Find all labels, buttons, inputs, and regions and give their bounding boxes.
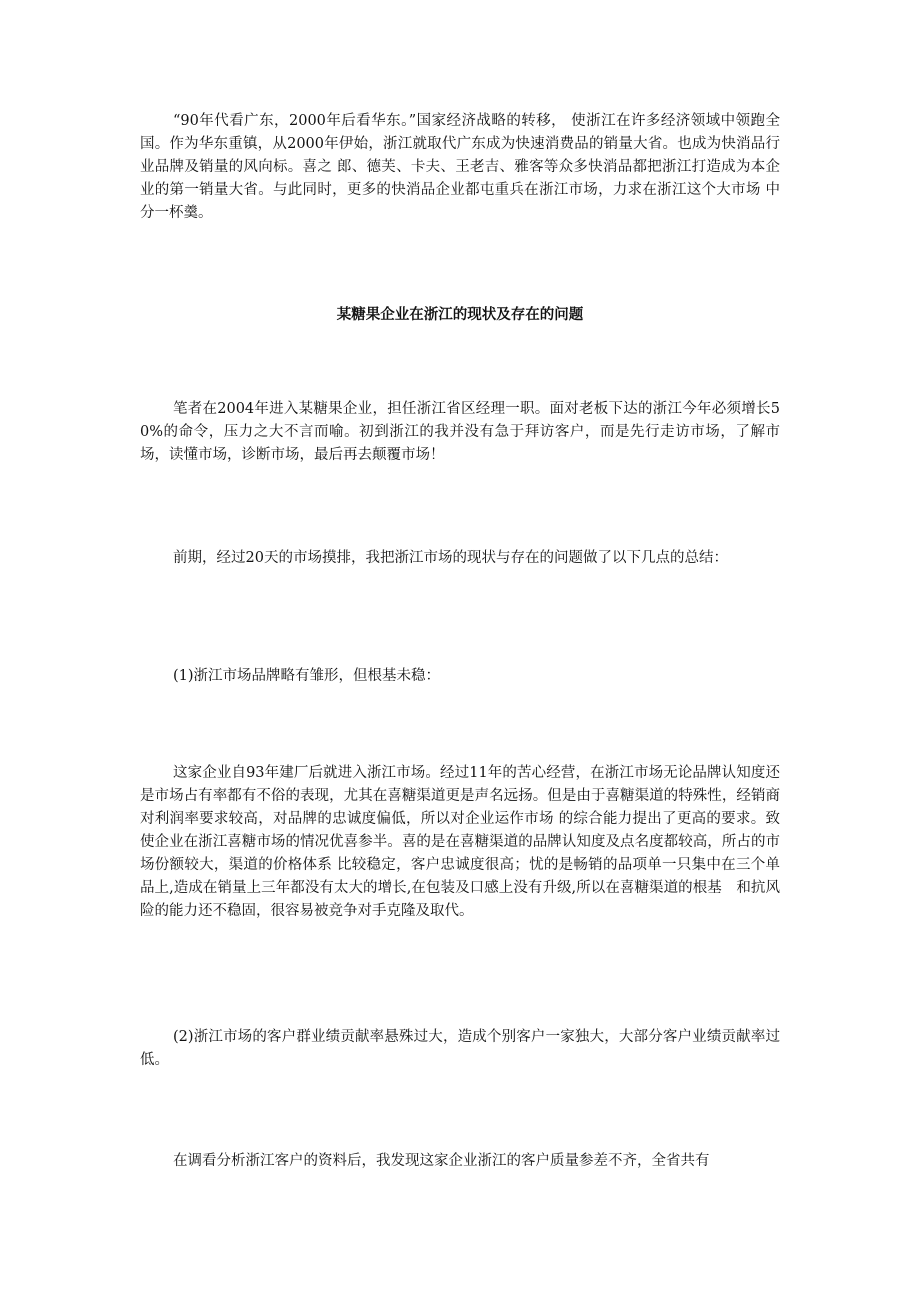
summary-lead-paragraph: 前期，经过20天的市场摸排，我把浙江市场的现状与存在的问题做了以下几点的总结： <box>173 550 728 566</box>
point1-body-paragraph: 这家企业自93年建厂后就进入浙江市场。经过11年的苦心经营，在浙江市场无论品牌认知度还 是市场占有率都有不俗的表现，尤其在喜糖渠道更是声名远扬。但是由于喜糖渠道的特殊性，经销商对利润率要求较高，对品牌的忠诚度偏低，所以对企业运作市场 的综合能力提出了更高的要求。致使企业在浙江喜糖市场的情况优喜参半。喜的是在喜糖渠道的品牌认知度及点名度都较高，所占的市场份额较大，渠道的价格体系 比较稳定，客户忠诚度很高；忧的是畅销的品项单一只集中在三个单品上,造成在销量上三年都没有太大的增长,在包装及口感上没有升级,所以在喜糖渠道的根基 和抗风险的能力还不稳固，很容易被竞争对手克隆及取代。 <box>140 765 780 919</box>
point2-body-paragraph: 在调看分析浙江客户的资料后，我发现这家企业浙江的客户质量参差不齐，全省共有 <box>173 1153 710 1169</box>
point2-title: (2)浙江市场的客户群业绩贡献率悬殊过大，造成个别客户一家独大，大部分客户业绩贡献率过低。 <box>140 1029 780 1068</box>
author-intro-paragraph: 笔者在2004年进入某糖果企业，担任浙江省区经理一职。面对老板下达的浙江今年必须增长50%的命令，压力之大不言而喻。初到浙江的我并没有急于拜访客户，而是先行走访市场，了解市场，读懂市场，诊断市场，最后再去颠覆市场！ <box>140 401 780 463</box>
section-heading: 某糖果企业在浙江的现状及存在的问题 <box>336 306 584 323</box>
intro-paragraph: “90年代看广东，2000年后看华东。”国家经济战略的转移， 使浙江在许多经济领域中领跑全国。作为华东重镇，从2000年伊始，浙江就取代广东成为快速消费品的销量大省。也成为快消品行业品牌及销量的风向标。喜之 郎、德芙、卡夫、王老吉、雅客等众多快消品都把浙江打造成为本企业的第一销量大省。与此同时，更多的快消品企业都屯重兵在浙江市场，力求在浙江这个大市场 中分一杯羹。 <box>140 113 780 221</box>
point1-title: (1)浙江市场品牌略有雏形，但根基未稳： <box>173 668 441 684</box>
